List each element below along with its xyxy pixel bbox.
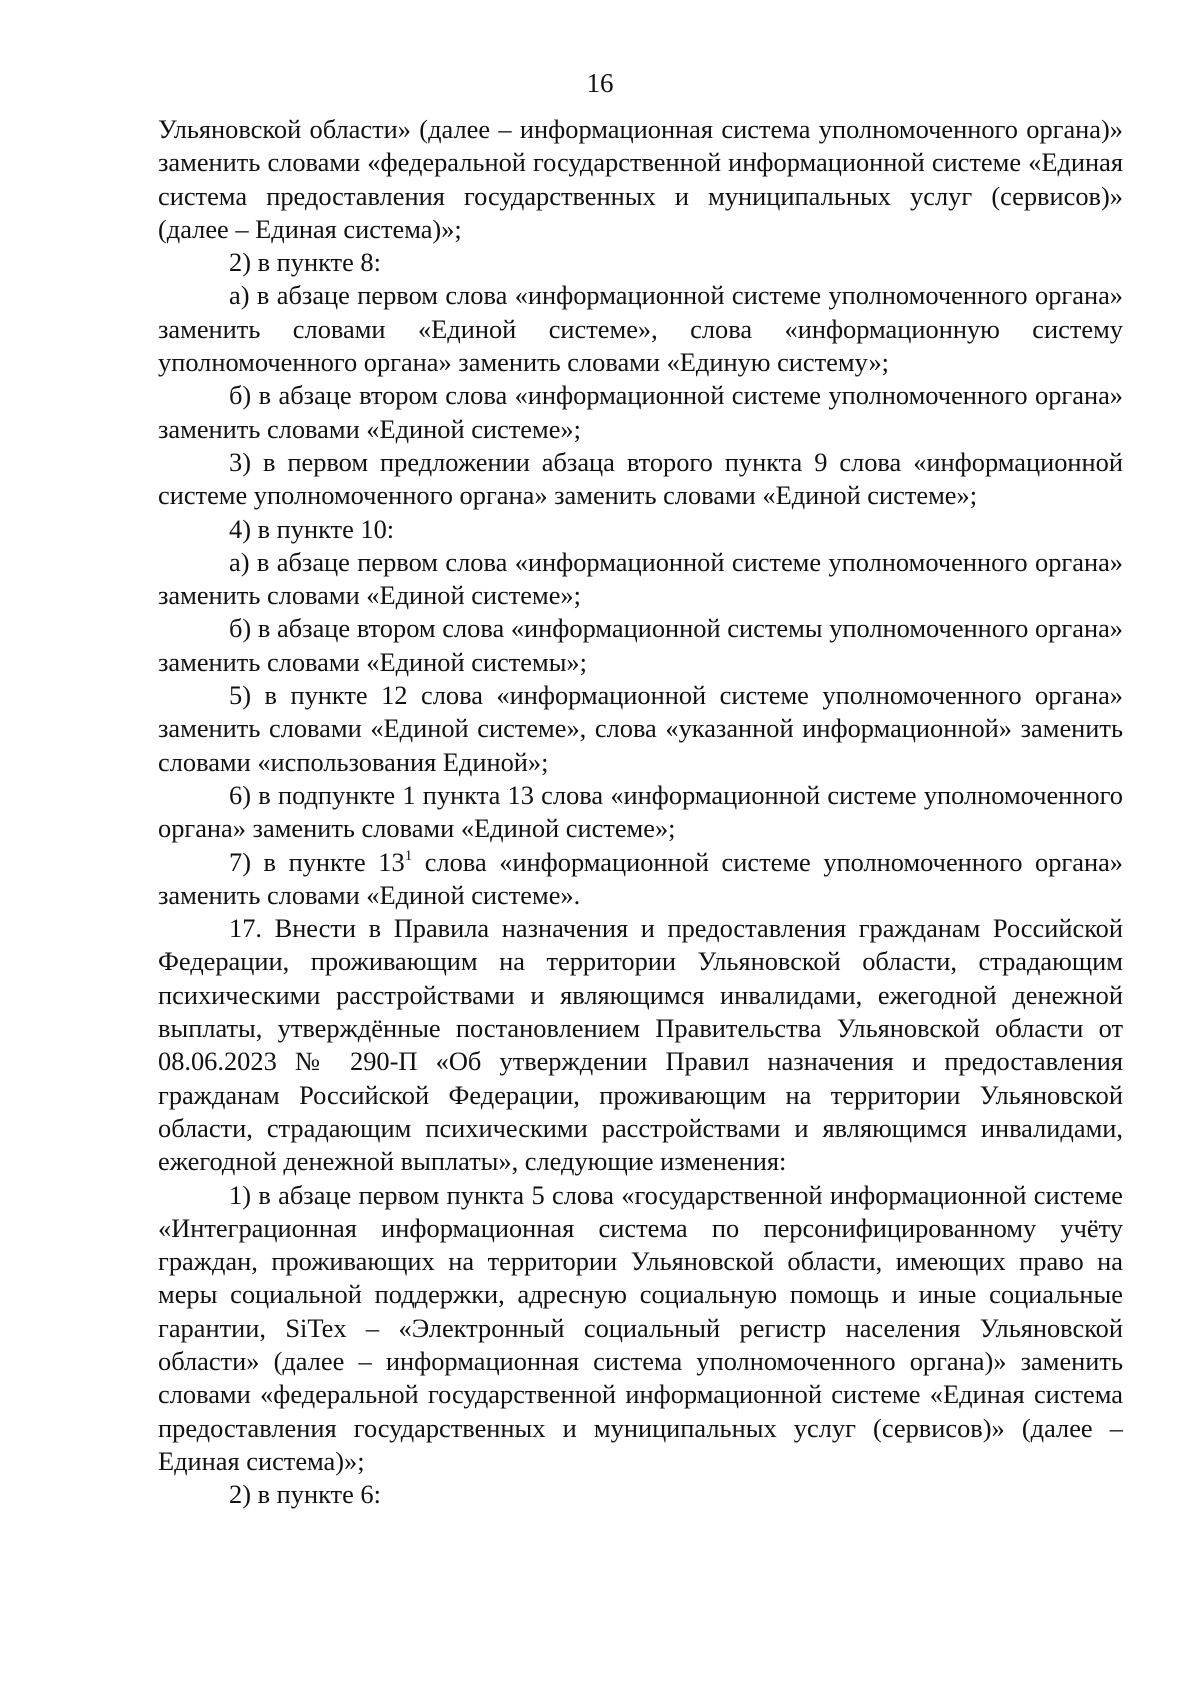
page-number: 16	[586, 68, 614, 98]
paragraph: 17. Внести в Правила назначения и предоставления гражданам Российской Федерации, проживающим на территории Ульяновской области, страдающим психическими расстройствами и являющимся инвалидами, ежегодной денежной выплаты, утверждённые постановлением Правительства Ульяновской области от 08.06.2023 № 290-П «Об утверждении Правил назначения и предоставления гражданам Российской Федерации, проживающим на территории Ульяновской области, страдающим психическими расстройствами и являющимся инвалидами, ежегодной денежной выплаты», следующие изменения:	[158, 913, 1123, 1177]
paragraph: б) в абзаце втором слова «информационной системе уполномоченного органа» заменить словами «Единой системе»;	[158, 380, 1123, 444]
paragraph-text: 7) в пункте 13	[229, 846, 405, 877]
paragraph: 1) в абзаце первом пункта 5 слова «государственной информационной системе «Интеграционная информационная система по персонифицированному учёту граждан, проживающих на территории Ульяновской области, имеющих право на меры социальной поддержки, адресную социальную помощь и иные социальные гарантии, SiTex – «Электронный социальный регистр населения Ульяновской области» (далее – информационная система уполномоченного органа)» заменить словами «федеральной государственной информационной системе «Единая система предоставления государственных и муниципальных услуг (сервисов)» (далее – Единая система)»;	[158, 1179, 1123, 1476]
paragraph: 5) в пункте 12 слова «информационной системе уполномоченного органа» заменить словами «Единой системе», слова «указанной информационной» заменить словами «использования Единой»;	[158, 680, 1123, 777]
paragraph: 3) в первом предложении абзаца второго пункта 9 слова «информационной системе уполномоченного органа» заменить словами «Единой системе»;	[158, 446, 1123, 511]
paragraph: 2) в пункте 8:	[229, 247, 381, 278]
paragraph-text: слова «информационной системе уполномоченного органа» заменить словами «Единой системе».	[158, 846, 1123, 910]
paragraph	[158, 846, 1123, 913]
document-body	[158, 113, 1123, 1511]
paragraph: 4) в пункте 10:	[229, 513, 395, 544]
paragraph: 2) в пункте 6:	[229, 1479, 381, 1510]
superscript: 1	[404, 847, 413, 864]
paragraph: а) в абзаце первом слова «информационной системе уполномоченного органа» заменить словами «Единой системе»;	[158, 546, 1123, 611]
paragraph: Ульяновской области» (далее – информационная система уполномоченного органа)» заменить словами «федеральной государственной информационной системе «Единая система предоставления государственных и муниципальных услуг (сервисов)» (далее – Единая система)»;	[158, 114, 1123, 244]
paragraph: а) в абзаце первом слова «информационной системе уполномоченного органа» заменить словами «Единой системе», слова «информационную систему уполномоченного органа» заменить словами «Единую систему»;	[158, 280, 1123, 378]
paragraph: 6) в подпункте 1 пункта 13 слова «информационной системе уполномоченного органа» заменить словами «Единой системе»;	[158, 779, 1123, 844]
paragraph: б) в абзаце втором слова «информационной системы уполномоченного органа» заменить словами «Единой системы»;	[158, 613, 1123, 677]
